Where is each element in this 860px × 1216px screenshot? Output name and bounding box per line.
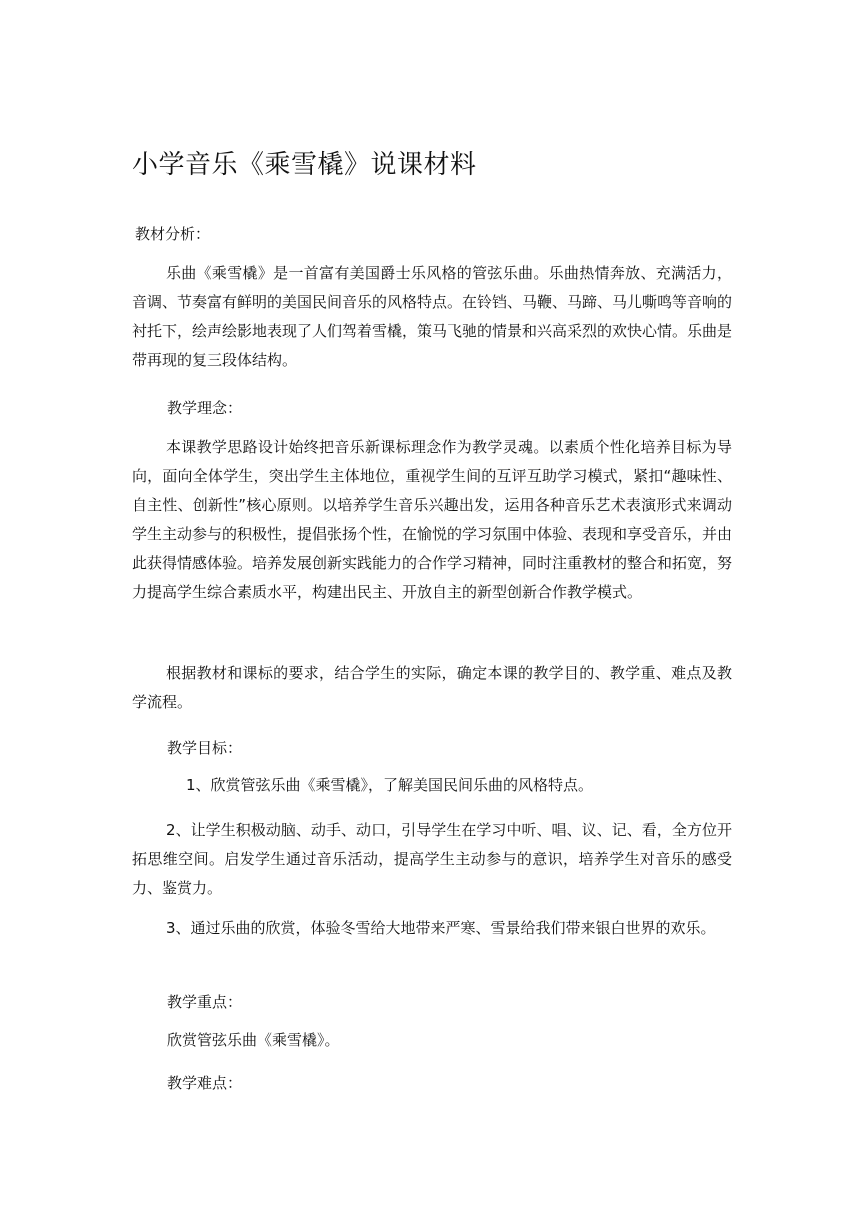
key-heading: 教学重点： [167,993,243,1011]
goal-item-3: 3、通过乐曲的欣赏，体验冬雪给大地带来严寒、雪景给我们带来银白世界的欢乐。 [166,919,716,937]
goal-item-2: 2、让学生积极动脑、动手、动口，引导学生在学习中听、唱、议、记、看，全方位开拓思维空间。启发学生通过音乐活动，提高学生主动参与的意识，培养学生对音乐的感受力、鉴赏力。 [132,821,732,897]
key-text: 欣赏管弦乐曲《乘雪橇》。 [167,1031,340,1049]
goals-heading: 教学目标： [167,739,243,757]
goal-item-1: 1、欣赏管弦乐曲《乘雪橇》，了解美国民间乐曲的风格特点。 [186,776,594,794]
difficulty-heading: 教学难点： [167,1074,243,1092]
page-title: 小学音乐《乘雪橇》说课材料 [132,150,477,180]
analysis-heading: 教材分析： [135,225,211,243]
concept-paragraph: 本课教学思路设计始终把音乐新课标理念作为教学灵魂。以素质个性化培养目标为导向，面向全体学生，突出学生主体地位，重视学生间的互评互助学习模式，紧扣“趣味性、自主性、创新性”核心原则。以培养学生音乐兴趣出发，运用各种音乐艺术表演形式来调动学生主动参与的积极性，提倡张扬个性，在愉悦的学习氛围中体验、表现和享受音乐，并由此获得情感体验。培养发展创新实践能力的合作学习精神，同时注重教材的整合和拓宽，努力提高学生综合素质水平，构建出民主、开放自主的新型创新合作教学模式。 [132,438,733,601]
basis-paragraph: 根据教材和课标的要求，结合学生的实际，确定本课的教学目的、教学重、难点及教学流程。 [132,664,732,711]
analysis-paragraph: 乐曲《乘雪橇》是一首富有美国爵士乐风格的管弦乐曲。乐曲热情奔放、充满活力，音调、节奏富有鲜明的美国民间音乐的风格特点。在铃铛、马鞭、马蹄、马儿嘶鸣等音响的衬托下，绘声绘影地表现了人们驾着雪橇，策马飞驰的情景和兴高采烈的欢快心情。乐曲是带再现的复三段体结构。 [132,264,733,369]
concept-heading: 教学理念： [167,399,243,417]
